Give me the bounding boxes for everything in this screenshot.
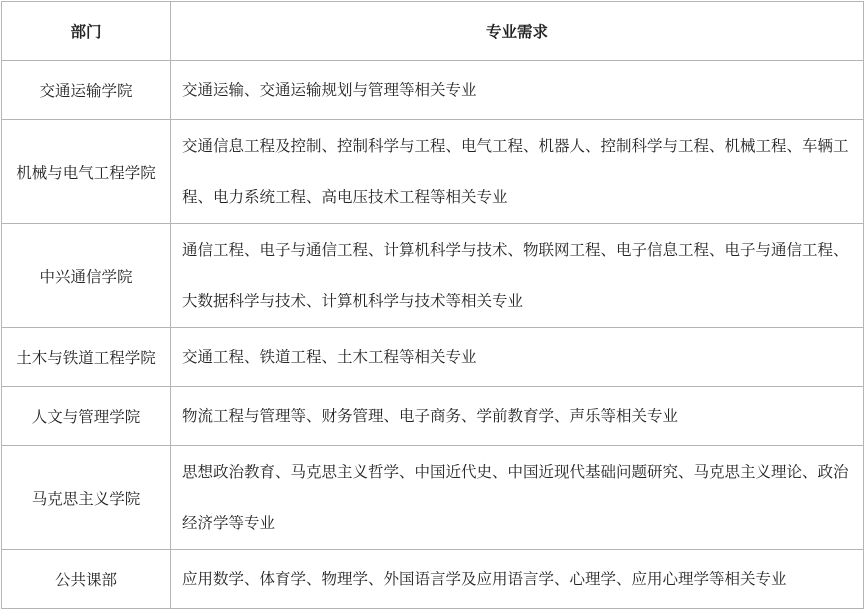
table-row bbox=[2, 61, 864, 120]
table-header-row bbox=[2, 2, 864, 61]
dept-cell: 土木与铁道工程学院 bbox=[2, 328, 171, 387]
table-row bbox=[2, 224, 864, 328]
major-cell: 物流工程与管理等、财务管理、电子商务、学前教育学、声乐等相关专业 bbox=[171, 387, 864, 446]
table-row bbox=[2, 387, 864, 446]
major-cell: 思想政治教育、马克思主义哲学、中国近代史、中国近现代基础问题研究、马克思主义理论、政治经济学等专业 bbox=[171, 446, 864, 550]
table-row bbox=[2, 120, 864, 224]
header-major: 专业需求 bbox=[171, 2, 864, 61]
header-dept: 部门 bbox=[2, 2, 171, 61]
major-cell: 交通运输、交通运输规划与管理等相关专业 bbox=[171, 61, 864, 120]
dept-cell: 公共课部 bbox=[2, 550, 171, 609]
major-requirements-table bbox=[1, 1, 864, 609]
dept-cell: 机械与电气工程学院 bbox=[2, 120, 171, 224]
dept-cell: 交通运输学院 bbox=[2, 61, 171, 120]
dept-cell: 马克思主义学院 bbox=[2, 446, 171, 550]
major-cell: 交通工程、铁道工程、土木工程等相关专业 bbox=[171, 328, 864, 387]
table-row bbox=[2, 328, 864, 387]
major-cell: 应用数学、体育学、物理学、外国语言学及应用语言学、心理学、应用心理学等相关专业 bbox=[171, 550, 864, 609]
dept-cell: 中兴通信学院 bbox=[2, 224, 171, 328]
dept-cell: 人文与管理学院 bbox=[2, 387, 171, 446]
major-cell: 交通信息工程及控制、控制科学与工程、电气工程、机器人、控制科学与工程、机械工程、车辆工程、电力系统工程、高电压技术工程等相关专业 bbox=[171, 120, 864, 224]
table-row bbox=[2, 446, 864, 550]
table-row bbox=[2, 550, 864, 609]
major-cell: 通信工程、电子与通信工程、计算机科学与技术、物联网工程、电子信息工程、电子与通信工程、大数据科学与技术、计算机科学与技术等相关专业 bbox=[171, 224, 864, 328]
